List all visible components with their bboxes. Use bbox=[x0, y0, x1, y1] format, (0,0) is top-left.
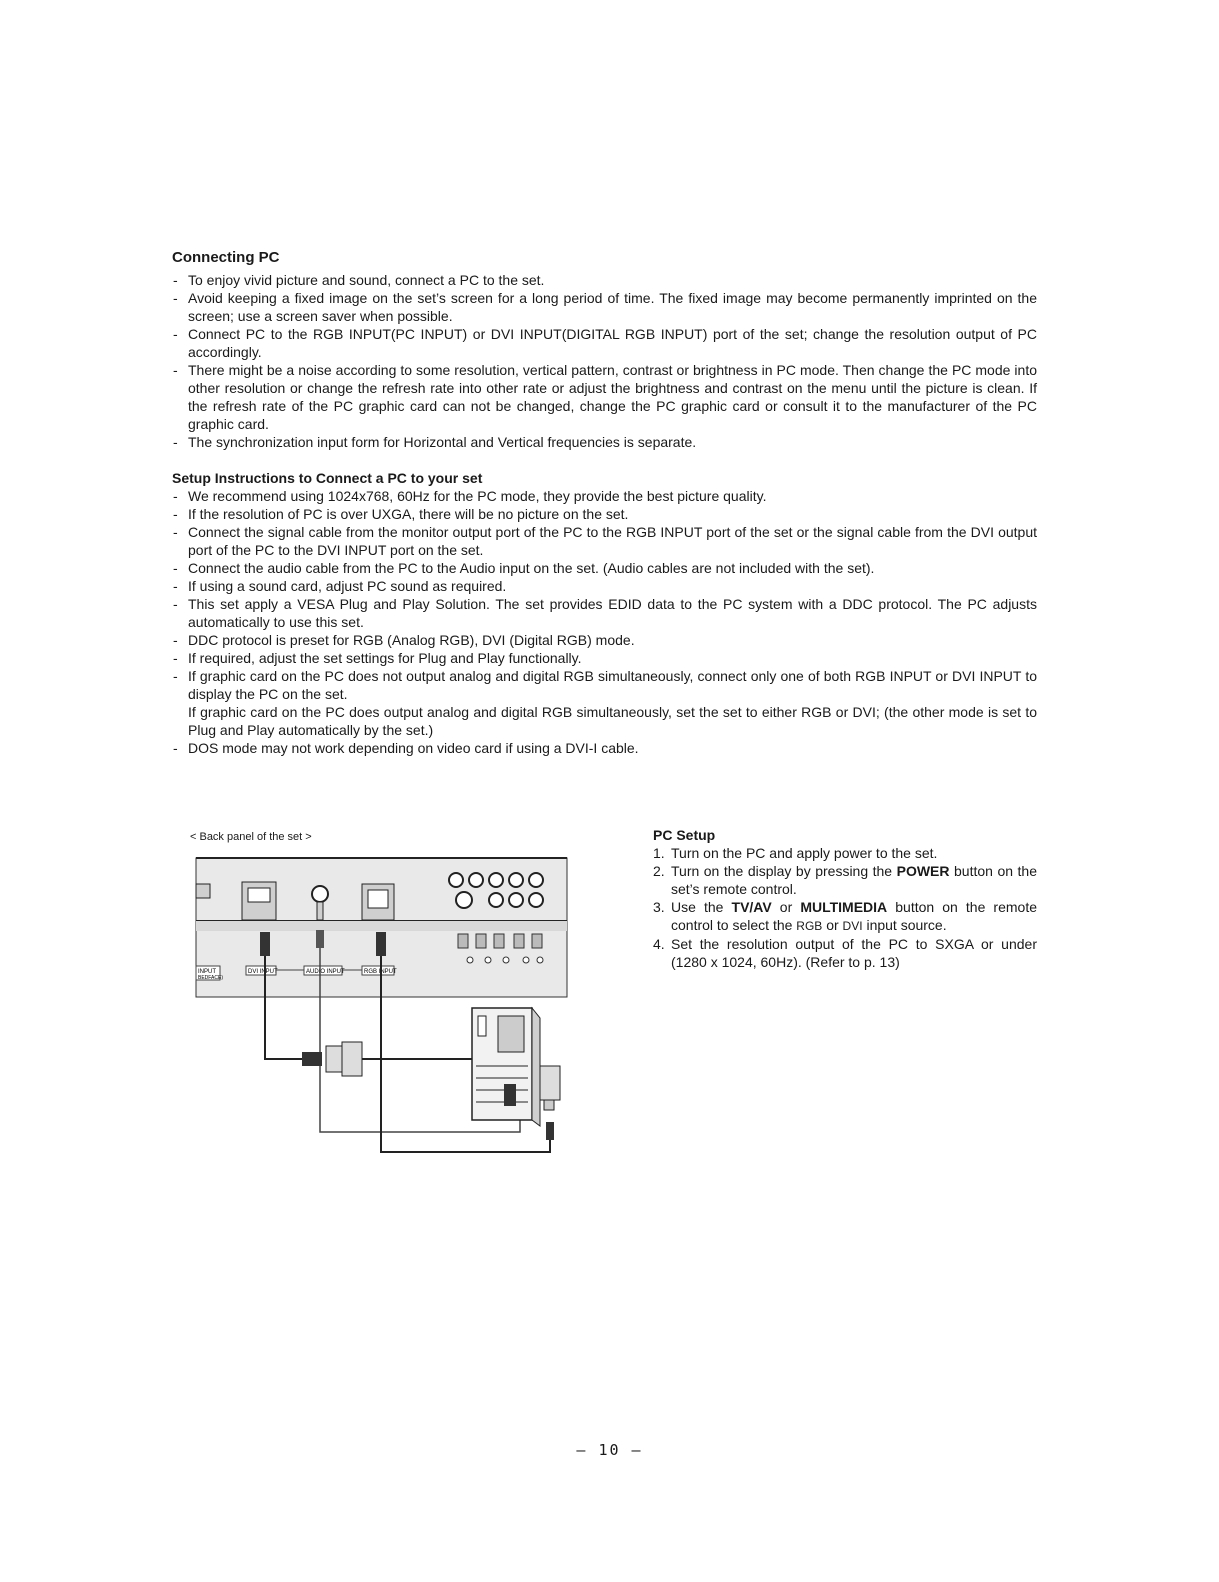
list-item: - DOS mode may not work depending on video card if using a DVI-I cable. bbox=[172, 739, 1037, 757]
section-title-connecting-pc: Connecting PC bbox=[172, 249, 280, 266]
step-text: input source. bbox=[862, 917, 947, 933]
list-item: - If using a sound card, adjust PC sound as required. bbox=[172, 577, 1037, 595]
list-item: - The synchronization input form for Horizontal and Vertical frequencies is separate. bbox=[172, 433, 1037, 451]
power-keyword: POWER bbox=[896, 863, 950, 879]
step-text: button on the remote control to select the bbox=[671, 899, 1038, 933]
list-item: - DDC protocol is preset for RGB (Analog RGB), DVI (Digital RGB) mode. bbox=[172, 631, 1037, 649]
tvav-keyword: TV/AV bbox=[731, 899, 772, 915]
list-item: - We recommend using 1024x768, 60Hz for the PC mode, they provide the best picture quality. bbox=[172, 487, 1037, 505]
list-item: - This set apply a VESA Plug and Play Solution. The set provides EDID data to the PC system with a DDC protocol. The PC adjusts automatically to use this set. bbox=[172, 595, 1037, 631]
step-text: or bbox=[771, 899, 801, 915]
step-text: Turn on the PC and apply power to the set. bbox=[671, 845, 938, 861]
section-title-setup-instructions: Setup Instructions to Connect a PC to your set bbox=[172, 470, 483, 486]
step-item bbox=[653, 844, 1037, 862]
step-text: or bbox=[822, 917, 843, 933]
pc-setup-title: PC Setup bbox=[653, 827, 716, 843]
list-item-text: If graphic card on the PC does not output analog and digital RGB simultaneously, connect only one of both RGB INPUT or DVI INPUT to display the PC on the set. bbox=[188, 668, 1037, 702]
setup-instructions-list bbox=[172, 487, 1037, 757]
step-text: Turn on the display by pressing the bbox=[671, 863, 897, 879]
label-input-sub: BEDFACE) bbox=[198, 975, 224, 981]
step-text: Set the resolution output of the PC to SXGA or under (1280 x 1024, 60Hz). (Refer to p. 13) bbox=[671, 936, 1037, 970]
step-item bbox=[653, 898, 1037, 935]
step-text: Use the bbox=[671, 899, 732, 915]
list-item: - If required, adjust the set settings for Plug and Play functionally. bbox=[172, 649, 1037, 667]
step-item bbox=[653, 935, 1037, 971]
label-input: INPUT bbox=[198, 969, 216, 975]
connecting-pc-list bbox=[172, 271, 1037, 451]
list-item: - Avoid keeping a fixed image on the set’s screen for a long period of time. The fixed image may become permanently imprinted on the screen; use a screen saver when possible. bbox=[172, 289, 1037, 325]
page-number: – 10 – bbox=[576, 1441, 643, 1459]
step-number: 2. bbox=[653, 863, 665, 879]
step-number: 4. bbox=[653, 936, 665, 952]
main-content bbox=[172, 249, 1037, 757]
step-text: button on the set’s remote control. bbox=[671, 863, 1037, 897]
pc-setup-section bbox=[653, 826, 1037, 971]
multimedia-keyword: MULTIMEDIA bbox=[800, 899, 888, 915]
list-item-continuation: If graphic card on the PC does output analog and digital RGB simultaneously, set the set to either RGB or DVI; (the other mode is set to Plug and Play automatically by the set.) bbox=[188, 704, 1037, 738]
list-item bbox=[172, 667, 1037, 739]
dvi-keyword: DVI bbox=[842, 919, 863, 933]
step-number: 1. bbox=[653, 845, 665, 861]
list-item: - If the resolution of PC is over UXGA, there will be no picture on the set. bbox=[172, 505, 1037, 523]
pc-setup-steps bbox=[653, 844, 1037, 971]
step-number: 3. bbox=[653, 899, 665, 915]
rgb-keyword: RGB bbox=[796, 919, 823, 933]
label-rgb-input: RGB INPUT bbox=[364, 969, 397, 975]
figure-caption: < Back panel of the set > bbox=[190, 831, 312, 843]
list-item: - There might be a noise according to some resolution, vertical pattern, contrast or brightness in PC mode. Then change the PC mode into other resolution or change the refresh rate into other rate or adjust the brightness and contrast on the menu until the picture is clean. If the refresh rate of the PC graphic card can not be changed, change the PC graphic card or consult it to the manufacturer of the PC graphic card. bbox=[172, 361, 1037, 433]
label-dvi-input: DVI INPUT bbox=[248, 969, 278, 975]
label-audio-input: AUDIO INPUT bbox=[306, 969, 345, 975]
list-item: - Connect the audio cable from the PC to the Audio input on the set. (Audio cables are not included with the set). bbox=[172, 559, 1037, 577]
step-item bbox=[653, 862, 1037, 898]
list-item: - To enjoy vivid picture and sound, connect a PC to the set. bbox=[172, 271, 1037, 289]
list-item: - Connect PC to the RGB INPUT(PC INPUT) or DVI INPUT(DIGITAL RGB INPUT) port of the set; change the resolution output of PC accordingly. bbox=[172, 325, 1037, 361]
connection-diagram bbox=[184, 826, 580, 1166]
list-item: - Connect the signal cable from the monitor output port of the PC to the RGB INPUT port of the set or the signal cable from the DVI output port of the PC to the DVI INPUT port on the set. bbox=[172, 523, 1037, 559]
connection-diagram-drawing bbox=[184, 826, 580, 1166]
